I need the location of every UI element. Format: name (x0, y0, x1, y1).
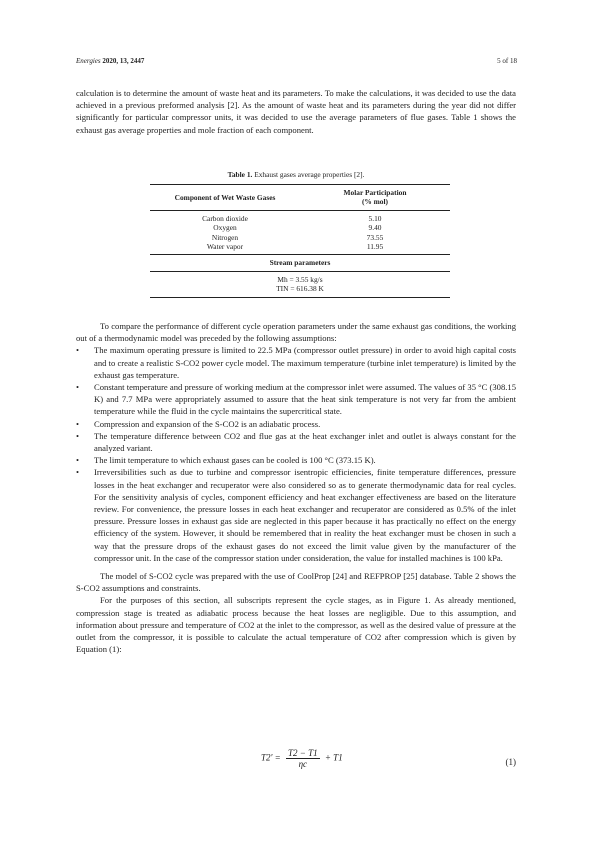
table-row-component: Nitrogen (211, 232, 239, 242)
journal-citation: Energies 2020, 13, 2447 (76, 57, 145, 65)
list-item: • The limit temperature to which exhaust gases can be cooled is 100 °C (373.15 K). (76, 454, 516, 466)
assumptions-section (76, 320, 516, 655)
equation-1 (76, 748, 516, 778)
table-row-value: 11.95 (366, 242, 384, 252)
purpose-paragraph: For the purposes of this section, all subscripts represent the cycle stages, as in Figure 1. As already mentioned, compression stage is treated as adiabatic process because the heat losses are negligible. Due to this assumption, and information about pressure and temperature of CO2 at the inlet to the compressor, as well as the desired value of pressure at the outlet from the compressor, it is possible to calculate the actual temperature of CO2 after compression which is given by Equation (1): (76, 595, 516, 655)
equation-formula: T2' = $\frac{T2 - T1}{\eta c}$ + T1 (261, 748, 343, 769)
page-number: 5 of 18 (497, 57, 517, 65)
equation-number: (1) (505, 757, 516, 767)
table-row-value: 9.40 (368, 223, 382, 233)
table-row-component: Carbon dioxide (202, 213, 248, 223)
assumption-list (76, 344, 516, 564)
model-paragraph: The model of S-CO2 cycle was prepared with the use of CoolProp [24] and REFPROP [25] database. Table 2 shows the S-CO2 assumptions and constraints. (76, 571, 516, 594)
col-header-component: Component of Wet Waste Gases (174, 192, 276, 202)
table-row-value: 73.55 (366, 232, 384, 242)
list-item: • Irreversibilities such as due to turbine and compressor isentropic efficiencies, finite temperature differences, pressure losses in the heat exchanger and recuperator were also considered so as to generate thermodynamic data for real cycles. For the sensitivity analysis of cycles, component efficiency and heat exchanger effectiveness are based on the literature review. For convenience, the pressure losses in each heat exchanger and recuperator are considered as 0.5% of the inlet pressure. Pressure losses in exhaust gas side are neglected in this paper because it has practically no effect on the energy efficiency of the system. However, it should be remembered that in reality the heat exchanger must be chosen in such a way that the pressure drops of the exhaust gases do not exceed the limit value given by the manufacturer of the compressor unit. In the case of the compressor station under consideration, the value for installed machines is 100 kPa. (76, 466, 516, 564)
table-row-component: Oxygen (213, 223, 237, 233)
list-item: • Constant temperature and pressure of working medium at the compressor inlet were assumed. The values of 35 °C (308.15 K) and 7.7 MPa were appropriately assumed to assure that the heat sink temperature is not very far from the ambient temperature while the fluid in the cycle maintains the supercritical state. (76, 381, 516, 418)
stream-parameters-header: Stream parameters (269, 258, 331, 268)
exhaust-gas-table (150, 184, 450, 298)
list-item: • The maximum operating pressure is limited to 22.5 MPa (compressor outlet pressure) in order to avoid high capital costs and to create a realistic S-CO2 power cycle model. The maximum temperature (turbine inlet temperature) is limited by the exhaust gas temperature. (76, 344, 516, 381)
intro-paragraph: calculation is to determine the amount of waste heat and its parameters. To make the calculations, it was decided to use the data achieved in a previous preformed analysis [2]. As the amount of waste heat and its parameters during the year did not differ significantly for particular compressor units, it was decided to use the average parameters of flue gases. Table 1 shows the exhaust gas average properties and mole fraction of each component. (76, 88, 516, 135)
table-row-component: Water vapor (206, 242, 244, 252)
compare-paragraph: To compare the performance of different cycle operation parameters under the same exhaust gas conditions, the working out of a thermodynamic model was preceded by the following assumptions: (76, 321, 516, 344)
table-row-value: 5.10 (368, 213, 382, 223)
stream-inlet-temp: TIN = 616.38 K (276, 284, 324, 294)
list-item: • The temperature difference between CO2 and flue gas at the heat exchanger inlet and outlet is always constant for the analyzed variant. (76, 430, 516, 454)
list-item: • Compression and expansion of the S-CO2 is an adiabatic process. (76, 418, 516, 430)
table-caption: Table 1. Exhaust gases average properties [2]. (227, 170, 365, 179)
stream-mass-flow: Mh = 3.55 kg/s (277, 274, 323, 284)
col-header-molar: Molar Participation (% mol) (343, 188, 407, 207)
